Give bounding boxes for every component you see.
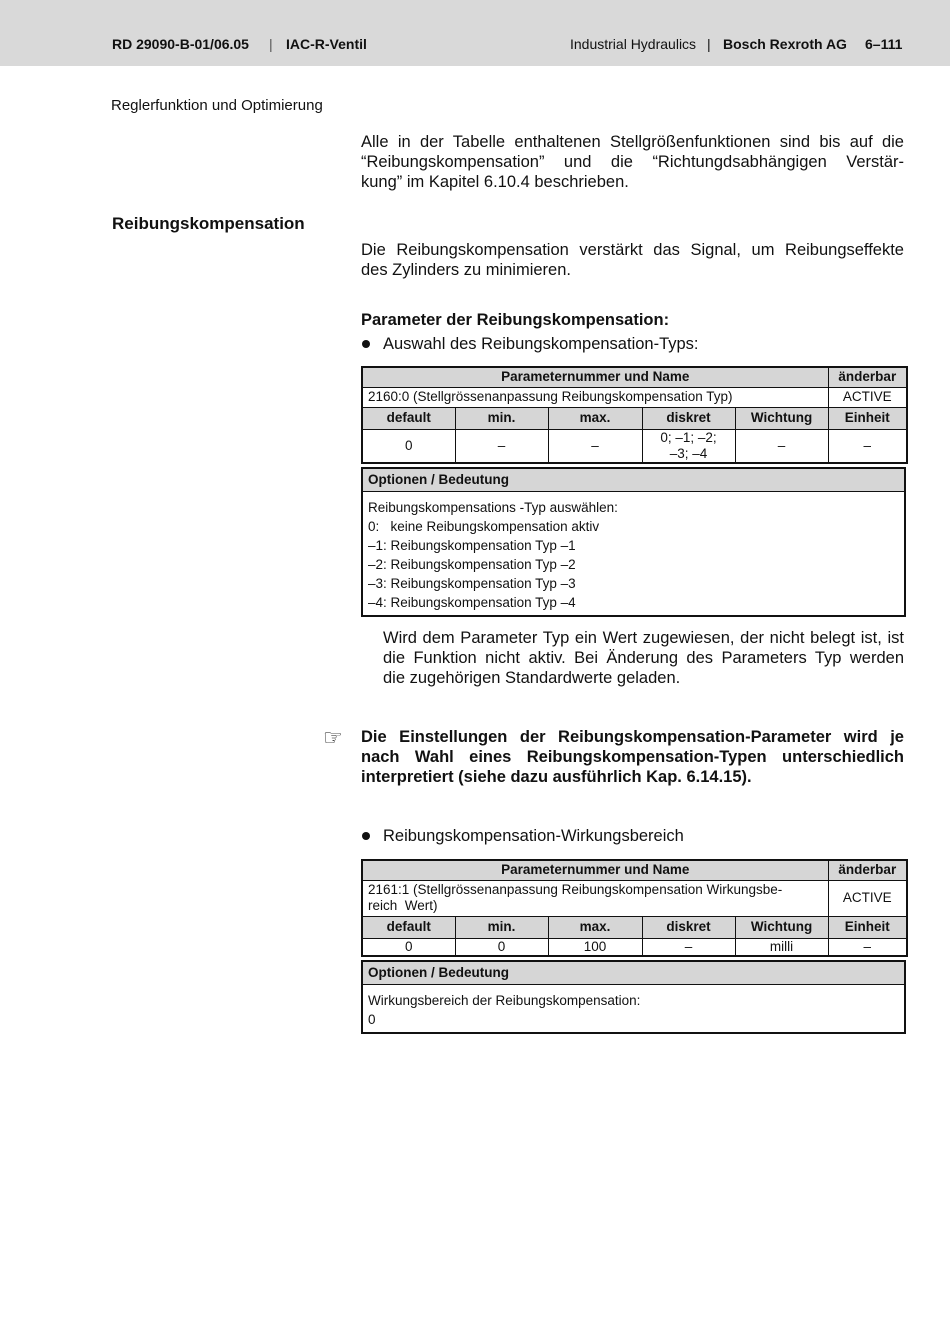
bullet-dot bbox=[362, 340, 370, 348]
option-line: –4: Reibungskompensation Typ –4 bbox=[368, 595, 576, 610]
weighting-header: Wichtung bbox=[735, 916, 828, 938]
weighting-header: Wichtung bbox=[735, 407, 828, 429]
discrete-cell: – bbox=[642, 938, 735, 956]
param-name-cell: 2160:0 (Stellgrössenanpassung Reibungskompensation Typ) bbox=[362, 387, 828, 407]
option-line: 0 bbox=[368, 1012, 376, 1027]
intro-line: kung” im Kapitel 6.10.4 beschrieben. bbox=[361, 173, 629, 191]
bullet-dot bbox=[362, 832, 370, 840]
type-note-paragraph bbox=[383, 628, 904, 688]
unit-header: Einheit bbox=[828, 916, 907, 938]
discrete-header: diskret bbox=[642, 407, 735, 429]
min-header: min. bbox=[455, 407, 548, 429]
pointing-hand-icon: ☞ bbox=[323, 725, 343, 750]
default-cell: 0 bbox=[362, 429, 455, 463]
params-heading: Parameter der Reibungskompensation: bbox=[361, 311, 670, 329]
desc-line: Die Reibungskompensation verstärkt das Signal, um Reibungseffekte bbox=[361, 241, 904, 259]
options-header: Optionen / Bedeutung bbox=[363, 469, 904, 492]
company-name: Bosch Rexroth AG bbox=[723, 36, 847, 52]
min-cell: 0 bbox=[455, 938, 548, 956]
min-cell: – bbox=[455, 429, 548, 463]
changeable-header: änderbar bbox=[828, 367, 907, 387]
default-header: default bbox=[362, 916, 455, 938]
page-header bbox=[0, 0, 950, 66]
option-line: Reibungskompensations -Typ auswählen: bbox=[368, 500, 618, 515]
product-name: IAC-R-Ventil bbox=[286, 36, 367, 52]
default-cell: 0 bbox=[362, 938, 455, 956]
side-heading: Reibungskompensation bbox=[112, 214, 305, 233]
option-line: –3: Reibungskompensation Typ –3 bbox=[368, 576, 576, 591]
weighting-cell: milli bbox=[735, 938, 828, 956]
max-cell: 100 bbox=[548, 938, 642, 956]
option-line: Wirkungsbereich der Reibungskompensation: bbox=[368, 993, 641, 1008]
max-cell: – bbox=[548, 429, 642, 463]
param-table-range bbox=[361, 859, 908, 957]
unit-header: Einheit bbox=[828, 407, 907, 429]
options-header: Optionen / Bedeutung bbox=[363, 962, 904, 985]
param-table-type bbox=[361, 366, 908, 464]
param-name-line: 2161:1 (Stellgrössenanpassung Reibungskompensation Wirkungsbe- bbox=[368, 882, 783, 897]
param-name-header: Parameternummer und Name bbox=[362, 367, 828, 387]
intro-line: Alle in der Tabelle enthaltenen Stellgrößenfunktionen sind bis auf die bbox=[361, 133, 904, 151]
type-note-line: die Funktion nicht aktiv. Bei Änderung des Parameters Typ werden bbox=[383, 649, 904, 667]
param-name-line: reich Wert) bbox=[368, 898, 438, 913]
option-line: –1: Reibungskompensation Typ –1 bbox=[368, 538, 576, 553]
discrete-header: diskret bbox=[642, 916, 735, 938]
type-note-line: die zugehörigen Standardwerte geladen. bbox=[383, 669, 681, 687]
description-paragraph bbox=[361, 240, 904, 280]
unit-cell: – bbox=[828, 938, 907, 956]
option-line: 0: keine Reibungskompensation aktiv bbox=[368, 519, 600, 534]
doc-id: RD 29090-B-01/06.05 bbox=[112, 36, 249, 52]
page-number: 6–111 bbox=[865, 36, 903, 52]
param-name-cell bbox=[362, 880, 828, 916]
options-body bbox=[363, 492, 904, 615]
unit-cell: – bbox=[828, 429, 907, 463]
option-line: –2: Reibungskompensation Typ –2 bbox=[368, 557, 576, 572]
intro-paragraph bbox=[361, 132, 904, 192]
max-header: max. bbox=[548, 916, 642, 938]
division-name: Industrial Hydraulics bbox=[570, 36, 697, 52]
options-box-range bbox=[361, 960, 906, 1034]
max-header: max. bbox=[548, 407, 642, 429]
options-body bbox=[363, 985, 904, 1032]
min-header: min. bbox=[455, 916, 548, 938]
changeable-header: änderbar bbox=[828, 860, 907, 880]
changeable-cell: ACTIVE bbox=[828, 387, 907, 407]
header-separator-2: | bbox=[707, 36, 711, 52]
options-box-type bbox=[361, 467, 906, 617]
bullet-text: Auswahl des Reibungskompensation-Typs: bbox=[383, 335, 699, 353]
changeable-cell: ACTIVE bbox=[828, 880, 907, 916]
type-note-line: Wird dem Parameter Typ ein Wert zugewiesen, der nicht belegt ist, ist bbox=[383, 629, 904, 647]
default-header: default bbox=[362, 407, 455, 429]
intro-line: “Reibungskompensation” und die “Richtungdsabhängigen Verstär- bbox=[361, 153, 904, 171]
discrete-line: –3; –4 bbox=[669, 445, 708, 461]
discrete-line: 0; –1; –2; bbox=[660, 429, 717, 445]
section-label: Reglerfunktion und Optimierung bbox=[111, 97, 323, 114]
note-paragraph bbox=[361, 727, 904, 787]
note-line: Die Einstellungen der Reibungskompensation-Parameter wird je bbox=[361, 728, 904, 746]
note-line: interpretiert (siehe dazu ausführlich Kap. 6.14.15). bbox=[361, 768, 752, 786]
desc-line: des Zylinders zu minimieren. bbox=[361, 261, 571, 279]
header-separator: | bbox=[269, 36, 273, 52]
weighting-cell: – bbox=[735, 429, 828, 463]
param-name-header: Parameternummer und Name bbox=[362, 860, 828, 880]
note-line: nach Wahl eines Reibungskompensation-Typen unterschiedlich bbox=[361, 748, 904, 766]
discrete-cell bbox=[642, 429, 735, 463]
bullet-text: Reibungskompensation-Wirkungsbereich bbox=[383, 827, 684, 845]
